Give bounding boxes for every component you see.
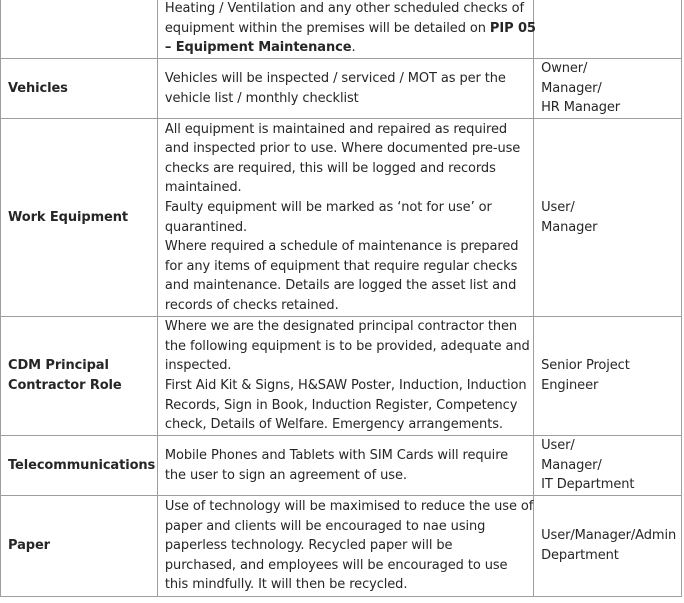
document-reference-title: – Equipment Maintenance bbox=[164, 40, 352, 56]
description-line: the following equipment is to be provided, adequate and bbox=[164, 338, 530, 354]
description-line: vehicle list / monthly checklist bbox=[164, 90, 359, 106]
table-row bbox=[1, 496, 682, 597]
row-description-cell bbox=[157, 119, 533, 317]
row-label: Contractor Role bbox=[8, 378, 122, 393]
row-label-cell bbox=[1, 0, 158, 59]
row-responsibility-cell bbox=[534, 119, 682, 317]
table-row bbox=[1, 317, 682, 436]
description-line: Where we are the designated principal contractor then bbox=[164, 319, 518, 335]
document-reference: PIP 05 bbox=[489, 20, 536, 36]
description-line: All equipment is maintained and repaired as required bbox=[164, 121, 507, 137]
row-responsibility-cell bbox=[534, 496, 682, 597]
description-line: Faulty equipment will be marked as ‘not for use’ or bbox=[164, 199, 492, 215]
responsibility-line: IT Department bbox=[541, 477, 635, 493]
description-line: records of checks retained. bbox=[164, 297, 339, 313]
row-label-cell bbox=[1, 436, 158, 496]
table-row bbox=[1, 436, 682, 496]
description-line: and inspected prior to use. Where documented pre-use bbox=[164, 141, 521, 157]
responsibility-line: HR Manager bbox=[541, 100, 621, 116]
description-line: quarantined. bbox=[164, 219, 248, 235]
row-description-cell: Heating / Ventilation and any other scheduled checks of equipment within the premises will be detailed on PIP 05 – Equipment Maintenance. bbox=[157, 0, 533, 59]
description-line: maintained. bbox=[164, 180, 242, 196]
responsibility-line: Owner/ bbox=[541, 61, 588, 77]
table-row bbox=[1, 0, 682, 59]
row-description-cell bbox=[157, 59, 533, 119]
description-line: check, Details of Welfare. Emergency arrangements. bbox=[164, 417, 503, 433]
responsibility-line: User/ bbox=[541, 199, 575, 215]
row-label: Telecommunications bbox=[8, 457, 156, 473]
responsibility-line: User/ bbox=[541, 438, 575, 454]
description-line: equipment within the premises will be detailed on bbox=[164, 20, 490, 36]
row-label: Paper bbox=[8, 538, 50, 554]
responsibility-line: Senior Project bbox=[541, 358, 630, 374]
description-line: Where required a schedule of maintenance is prepared bbox=[164, 239, 519, 255]
responsibility-line: Department bbox=[541, 548, 619, 563]
row-label-cell bbox=[1, 59, 158, 119]
table-row bbox=[1, 119, 682, 317]
description-line: checks are required, this will be logged and records bbox=[164, 160, 496, 176]
row-responsibility-cell bbox=[534, 0, 682, 59]
table-row bbox=[1, 59, 682, 119]
row-description-cell bbox=[157, 496, 533, 597]
row-description-cell bbox=[157, 317, 533, 436]
description-line: Mobile Phones and Tablets with SIM Cards will require bbox=[164, 447, 509, 463]
description-line: paper and clients will be encouraged to nae using bbox=[164, 518, 486, 534]
description-line: First Aid Kit & Signs, H&SAW Poster, Induction, Induction bbox=[164, 378, 527, 393]
description-line: inspected. bbox=[164, 358, 232, 374]
responsibility-line: Manager/ bbox=[541, 80, 602, 96]
row-description-cell bbox=[157, 436, 533, 496]
responsibility-line: Manager bbox=[541, 219, 598, 235]
row-label: Work Equipment bbox=[8, 209, 129, 225]
responsibility-line: Engineer bbox=[541, 378, 599, 393]
description-line: Use of technology will be maximised to reduce the use of bbox=[164, 499, 534, 515]
row-label-cell bbox=[1, 317, 158, 436]
description-line: Heating / Ventilation and any other scheduled checks of bbox=[164, 1, 524, 17]
description-line: purchased, and employees will be encouraged to use bbox=[164, 557, 508, 573]
row-label-cell bbox=[1, 119, 158, 317]
row-responsibility-cell bbox=[534, 317, 682, 436]
row-responsibility-cell bbox=[534, 59, 682, 119]
row-label-cell bbox=[1, 496, 158, 597]
description-line: paperless technology. Recycled paper will be bbox=[164, 538, 453, 554]
description-line: this mindfully. It will then be recycled. bbox=[164, 577, 408, 593]
description-line: for any items of equipment that require regular checks bbox=[164, 258, 518, 274]
row-responsibility-cell bbox=[534, 436, 682, 496]
row-label: CDM Principal bbox=[8, 358, 109, 374]
description-line: and maintenance. Details are logged the asset list and bbox=[164, 278, 517, 294]
row-label: Vehicles bbox=[8, 80, 68, 96]
description-line: Records, Sign in Book, Induction Register, Competency bbox=[164, 397, 518, 413]
description-line: Vehicles will be inspected / serviced / MOT as per the bbox=[164, 70, 506, 86]
description-line: the user to sign an agreement of use. bbox=[164, 467, 407, 483]
responsibility-line: Manager/ bbox=[541, 457, 602, 473]
responsibility-line: User/Manager/Admin bbox=[541, 528, 677, 544]
